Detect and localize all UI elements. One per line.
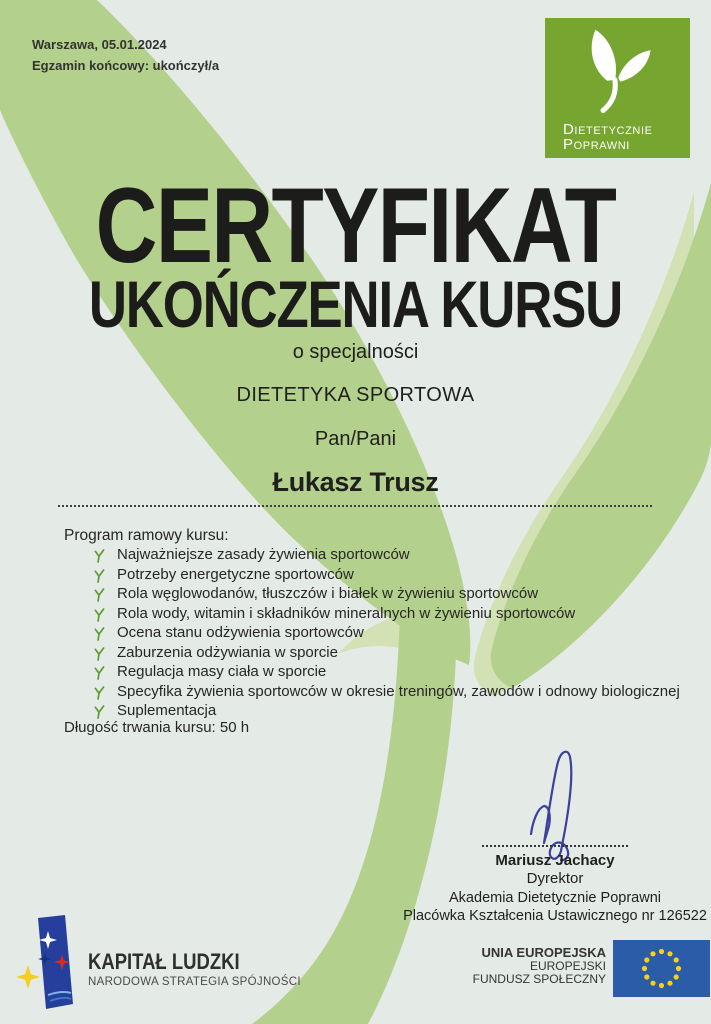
salutation: Pan/Pani [314, 428, 397, 450]
program-item [93, 566, 680, 586]
y-branch-bullet-icon [93, 705, 105, 719]
exam-status: Egzamin końcowy: ukończył/a [32, 57, 220, 73]
y-branch-bullet-icon [93, 627, 105, 641]
specialization-intro: o specjalności [292, 341, 419, 363]
program-item [93, 624, 680, 644]
program-item-label: Rola wody, witamin i składników mineralnych w żywieniu sportowców [117, 604, 576, 622]
program-item [93, 605, 680, 625]
program-list [93, 546, 680, 722]
program-item [93, 683, 680, 703]
y-branch-bullet-icon [93, 588, 105, 602]
eu-title: UNIA EUROPEJSKA [481, 945, 606, 960]
date-location: Warszawa, 05.01.2024 [32, 37, 167, 52]
y-branch-bullet-icon [93, 569, 105, 583]
y-branch-bullet-icon [93, 608, 105, 622]
signatory-name: Mariusz Jachacy [495, 852, 615, 869]
certificate-subtitle: UKOŃCZENIA KURSU [88, 267, 623, 341]
header-meta [32, 35, 219, 76]
program-item-label: Rola węglowodanów, tłuszczów i białek w żywieniu sportowców [117, 585, 539, 603]
program-item [93, 546, 680, 566]
divider-dotted-line [58, 505, 652, 507]
kapital-ludzki-subtitle: NARODOWA STRATEGIA SPÓJNOŚCI [88, 976, 301, 988]
certificate-title: CERTYFIKAT [95, 165, 616, 285]
program-item-label: Ocena stanu odżywienia sportowców [117, 624, 364, 642]
program-item-label: Specyfika żywienia sportowców w okresie treningów, zawodów i odnowy biologicznej [117, 682, 680, 700]
program-item-label: Suplementacja [117, 702, 217, 720]
program-item [93, 644, 680, 664]
program-item-label: Najważniejsze zasady żywienia sportowców [117, 546, 410, 563]
brand-name-line1: Dietetycznie [563, 121, 653, 138]
eu-flag-icon [613, 940, 710, 997]
eu-line3: FUNDUSZ SPOŁECZNY [472, 971, 606, 986]
program-item-label: Potrzeby energetyczne sportowców [117, 565, 354, 583]
eu-line2: EUROPEJSKI [529, 958, 606, 973]
signatory-role: Dyrektor [526, 870, 584, 887]
sprout-icon [575, 26, 660, 116]
program-item-label: Regulacja masy ciała w sporcie [117, 663, 327, 681]
y-branch-bullet-icon [93, 666, 105, 680]
recipient-name: Łukasz Trusz [272, 467, 439, 497]
program-label: Program ramowy kursu: [64, 527, 229, 544]
signature-dotted-line [482, 845, 628, 847]
eu-label-block [400, 946, 606, 986]
program-item-label: Zaburzenia odżywiania w sporcie [117, 643, 338, 661]
kapital-ludzki-flag-icon [10, 912, 80, 1012]
brand-logo [545, 18, 690, 158]
program-item [93, 585, 680, 605]
course-duration: Długość trwania kursu: 50 h [64, 719, 250, 736]
signature-block [390, 851, 711, 925]
specialization-name: DIETETYKA SPORTOWA [236, 384, 475, 406]
signatory-organization: Akademia Dietetycznie Poprawni [449, 889, 661, 906]
y-branch-bullet-icon [93, 647, 105, 661]
y-branch-bullet-icon [93, 686, 105, 700]
y-branch-bullet-icon [93, 549, 105, 563]
brand-name-line2: Poprawni [563, 136, 630, 153]
program-item [93, 663, 680, 683]
signatory-organization-detail: Placówka Kształcenia Ustawicznego nr 126522 [403, 907, 707, 924]
kapital-ludzki-title: KAPITAŁ LUDZKI [88, 949, 240, 974]
